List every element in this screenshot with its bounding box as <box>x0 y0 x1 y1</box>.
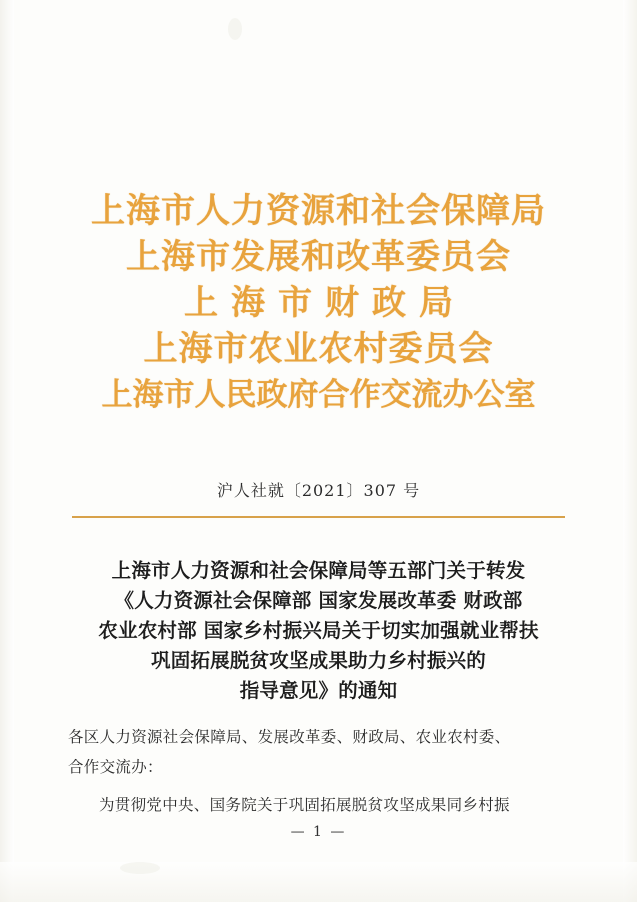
scan-smudge <box>228 18 242 40</box>
page-bottom-edge-shading <box>0 862 637 902</box>
recipient-line-2: 合作交流办： <box>68 758 163 776</box>
document-title-line-5: 指导意见》的通知 <box>239 679 398 702</box>
document-title-line-2: 《人力资源社会保障部 国家发展改革委 财政部 <box>114 589 523 612</box>
page-number: — 1 — <box>290 824 347 840</box>
issuing-agency-line-4: 上海市农业农村委员会 <box>143 329 494 369</box>
recipient-line-1: 各区人力资源社会保障局、发展改革委、财政局、农业农村委、 <box>68 728 511 746</box>
document-title-line-3: 农业农村部 国家乡村振兴局关于切实加强就业帮扶 <box>98 619 539 642</box>
page-right-edge-shading <box>623 0 637 902</box>
page-left-edge-shading <box>0 0 14 902</box>
issuing-agencies-header <box>0 188 637 418</box>
issuing-agency-line-2: 上海市发展和改革委员会 <box>126 237 511 277</box>
document-number: 沪人社就〔2021〕307 号 <box>216 481 421 500</box>
recipient-block <box>68 722 573 782</box>
issuing-agency-line-1: 上海市人力资源和社会保障局 <box>91 191 546 231</box>
scan-smudge <box>120 862 160 874</box>
issuing-agency-line-3: 上海市财政局 <box>184 283 466 323</box>
document-title-line-1: 上海市人力资源和社会保障局等五部门关于转发 <box>111 559 526 582</box>
issuing-agency-line-5: 上海市人民政府合作交流办公室 <box>101 377 536 413</box>
header-divider-rule <box>72 516 565 518</box>
document-title <box>72 556 565 706</box>
document-title-line-4: 巩固拓展脱贫攻坚成果助力乡村振兴的 <box>151 649 486 672</box>
body-paragraph: 为贯彻党中央、国务院关于巩固拓展脱贫攻坚成果同乡村振 <box>99 796 510 814</box>
